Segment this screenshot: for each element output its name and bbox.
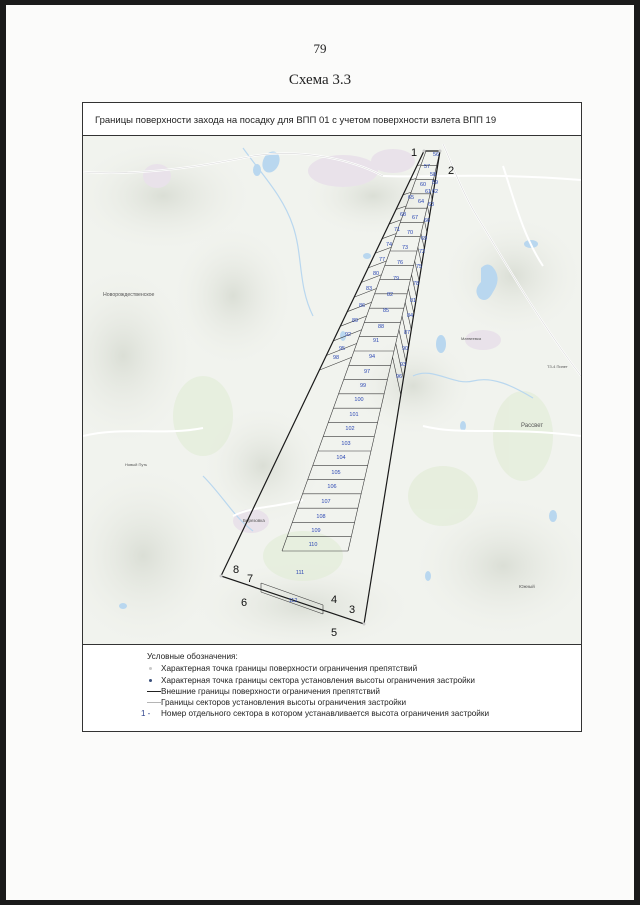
corner-label-3: 3 bbox=[349, 604, 356, 616]
legend-item-sector-point bbox=[147, 675, 577, 686]
corner-point bbox=[220, 575, 223, 578]
sector-label-77: 77 bbox=[378, 257, 386, 263]
corner-label-1: 1 bbox=[411, 147, 418, 159]
sector-label-58: 58 bbox=[429, 172, 437, 178]
sector-label-57: 57 bbox=[423, 164, 431, 170]
sector-label-91: 91 bbox=[372, 338, 380, 344]
legend-item-label: Номер отдельного сектора в котором устанавливается высота ограничения застройки bbox=[161, 709, 490, 719]
sector-label-60: 60 bbox=[419, 182, 427, 188]
place-label-novorozhdestvenskoe: Новорождественское bbox=[103, 292, 155, 298]
sector-label-78: 78 bbox=[412, 281, 420, 287]
sector-label-110: 110 bbox=[308, 542, 318, 548]
corner-label-8: 8 bbox=[233, 564, 240, 576]
page-number: 79 bbox=[313, 41, 327, 56]
sector-label-90: 90 bbox=[401, 346, 409, 352]
legend-item-sector-boundary bbox=[147, 697, 577, 708]
sector-label-111: 111 bbox=[295, 570, 305, 576]
document-page bbox=[6, 5, 634, 900]
sector-label-87: 87 bbox=[403, 330, 411, 336]
sector-label-56: 56 bbox=[432, 152, 440, 158]
sector-label-108: 108 bbox=[316, 514, 326, 520]
legend bbox=[141, 651, 577, 720]
sector-label-75: 75 bbox=[415, 264, 423, 270]
sector-label-65: 65 bbox=[407, 195, 415, 201]
legend-item-label: Характерная точка границы поверхности ограничения препятствий bbox=[161, 664, 418, 674]
sector-label-67: 67 bbox=[411, 215, 419, 221]
legend-title: Условные обозначения: bbox=[147, 652, 238, 661]
sector-label-64: 64 bbox=[417, 199, 425, 205]
boundary-point-symbol bbox=[147, 663, 161, 674]
corner-label-4: 4 bbox=[331, 594, 338, 606]
sector-label-80: 80 bbox=[372, 271, 380, 277]
sector-label-71: 71 bbox=[393, 227, 401, 233]
place-label-matveevka: Матвеевка bbox=[461, 336, 482, 341]
sector-label-94: 94 bbox=[368, 354, 376, 360]
sector-label-102: 102 bbox=[345, 426, 355, 432]
legend-item-label: Характерная точка границы сектора установления высоты ограничения застройки bbox=[161, 675, 475, 685]
sector-label-95: 95 bbox=[338, 346, 346, 352]
sector-label-100: 100 bbox=[354, 397, 364, 403]
sector-label-96: 96 bbox=[395, 374, 403, 380]
sector-label-81: 81 bbox=[409, 298, 417, 304]
corner-point bbox=[423, 150, 426, 153]
sector-label-97: 97 bbox=[363, 369, 371, 375]
sector-label-73: 73 bbox=[401, 245, 409, 251]
sector-label-72: 72 bbox=[418, 249, 426, 255]
sector-boundary-symbol bbox=[147, 697, 161, 708]
sector-label-89: 89 bbox=[351, 318, 359, 324]
sector-label-83: 83 bbox=[365, 286, 373, 292]
sector-label-59: 59 bbox=[431, 180, 439, 186]
sector-label-61: 61 bbox=[424, 189, 432, 195]
sector-label-69: 69 bbox=[420, 236, 428, 242]
sector-label-99: 99 bbox=[359, 383, 367, 389]
sector-label-98: 98 bbox=[332, 355, 340, 361]
corner-point bbox=[363, 623, 366, 626]
sector-number-marker: 1 - bbox=[141, 709, 151, 719]
sector-label-109: 109 bbox=[311, 528, 321, 534]
sector-label-101: 101 bbox=[349, 412, 359, 418]
legend-item-boundary-point bbox=[147, 663, 577, 674]
sector-label-107: 107 bbox=[321, 499, 331, 505]
sector-label-85: 85 bbox=[382, 308, 390, 314]
sector-label-92: 92 bbox=[344, 332, 352, 338]
sector-label-74: 74 bbox=[385, 242, 393, 248]
sector-label-86: 86 bbox=[358, 303, 366, 309]
approach-surface-map bbox=[83, 136, 581, 645]
sector-label-62: 62 bbox=[431, 189, 439, 195]
sector-label-82: 82 bbox=[386, 292, 394, 298]
legend-item-label: Границы секторов установления высоты ограничения застройки bbox=[161, 698, 407, 708]
scheme-caption: Границы поверхности захода на посадку для ВПП 01 с учетом поверхности взлета ВПП 19 bbox=[83, 103, 581, 136]
outer-boundary-symbol bbox=[147, 686, 161, 697]
legend-item-sector-number bbox=[141, 708, 577, 719]
corner-label-2: 2 bbox=[448, 165, 455, 177]
sector-label-76: 76 bbox=[396, 260, 404, 266]
sector-label-93: 93 bbox=[399, 362, 407, 368]
scheme-title: Схема 3.3 bbox=[288, 72, 352, 88]
place-label-novy-put: Новый Путь bbox=[125, 462, 148, 467]
scheme-frame bbox=[82, 102, 582, 732]
map-area bbox=[83, 136, 581, 645]
sector-label-68: 68 bbox=[399, 212, 407, 218]
place-label-ts-pinet: ТЗ-4 Пинет bbox=[547, 364, 568, 369]
sector-label-79: 79 bbox=[392, 276, 400, 282]
sector-label-106: 106 bbox=[327, 484, 337, 490]
sector-label-104: 104 bbox=[336, 455, 346, 461]
sector-label-105: 105 bbox=[331, 470, 341, 476]
sector-label-88: 88 bbox=[377, 324, 385, 330]
place-label-berezovka: Березовка bbox=[243, 518, 265, 523]
place-label-rassvet: Рассвет bbox=[521, 423, 544, 429]
sector-number-symbol bbox=[141, 708, 161, 719]
corner-label-7: 7 bbox=[247, 573, 254, 585]
place-label-yuzhny: Южный bbox=[519, 584, 535, 589]
corner-label-6: 6 bbox=[241, 597, 248, 609]
sector-label-103: 103 bbox=[341, 441, 351, 447]
sector-label-63: 63 bbox=[427, 202, 435, 208]
sector-label-84: 84 bbox=[406, 313, 414, 319]
sector-label-66: 66 bbox=[423, 218, 431, 224]
corner-label-5: 5 bbox=[331, 627, 338, 639]
legend-item-label: Внешние границы поверхности ограничения препятствий bbox=[161, 686, 380, 696]
sector-label-70: 70 bbox=[406, 230, 414, 236]
sector-label-112: 112 bbox=[288, 598, 298, 604]
legend-item-outer-boundary bbox=[147, 686, 577, 697]
sector-point-symbol bbox=[147, 675, 161, 686]
